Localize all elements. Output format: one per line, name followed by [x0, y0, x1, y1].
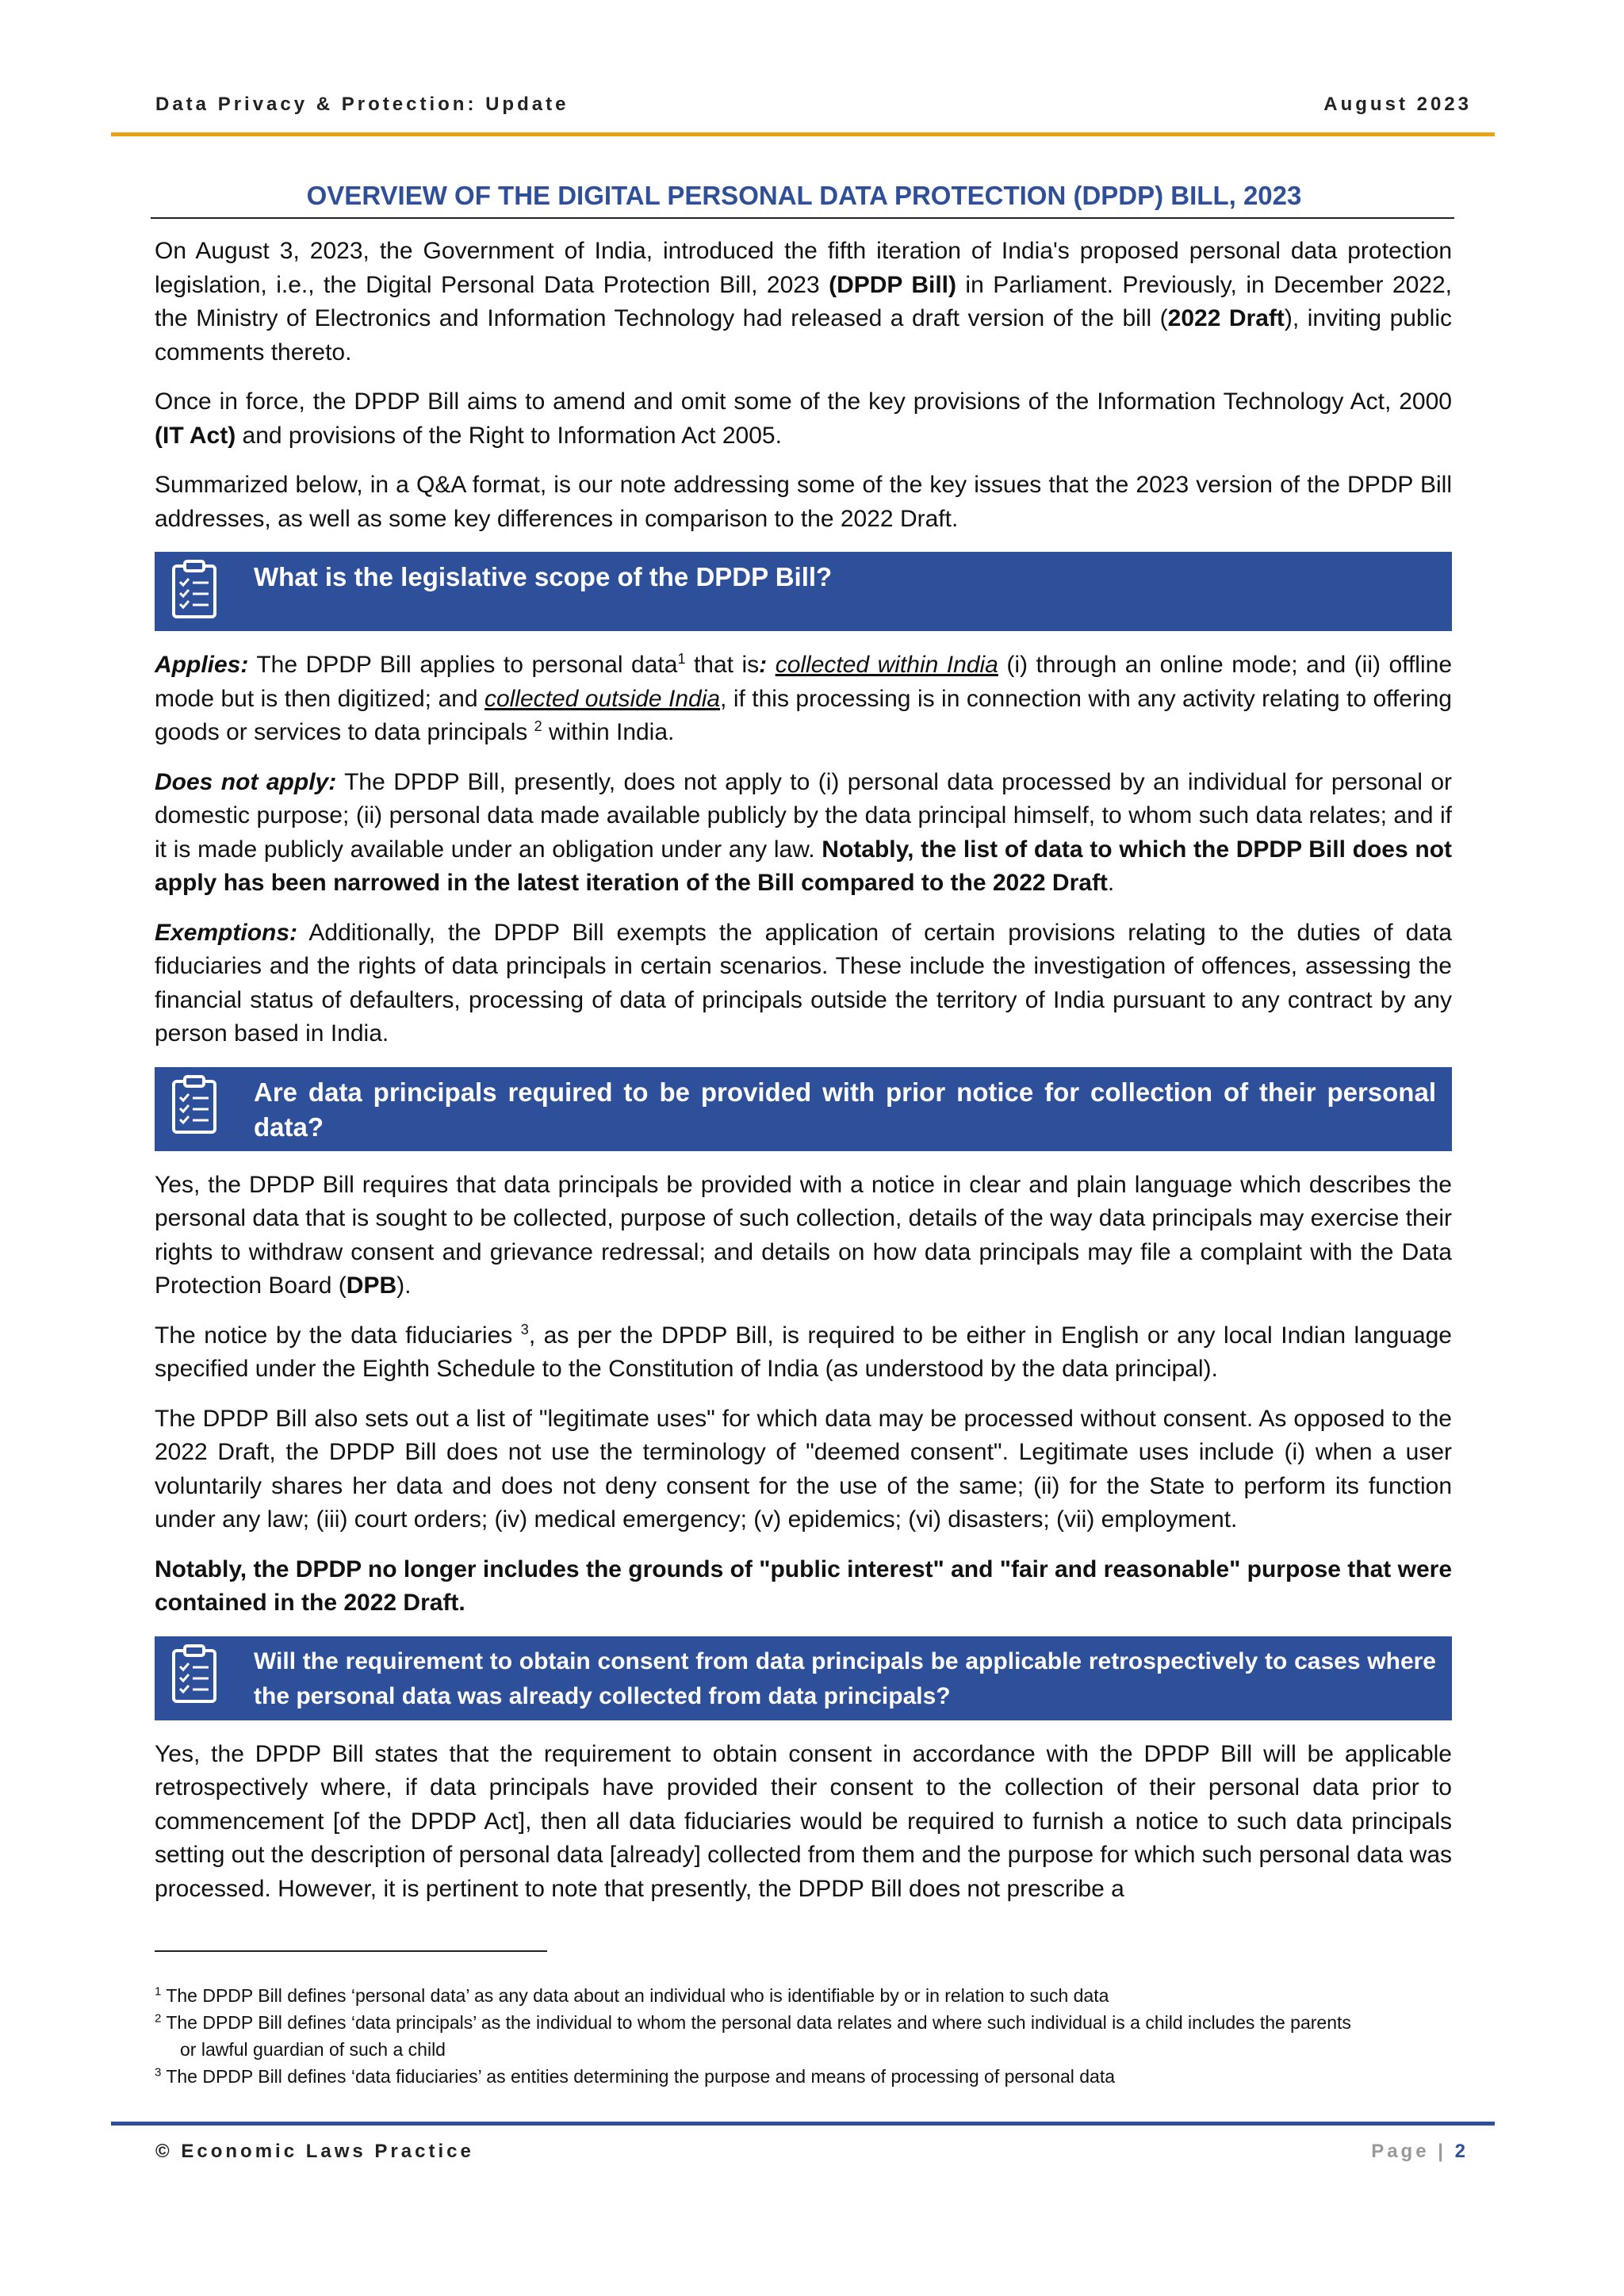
- intro-paragraph-1: On August 3, 2023, the Government of India, introduced the fifth iteration of India's proposed personal data protection legislation, i.e., the Digital Personal Data Protection Bill, 2023 (DPDP Bill) in Parliament. Previously, in December 2022, the Ministry of Electronics and Information Technology had released a draft version of the bill (2022 Draft), inviting public comments thereto.: [155, 238, 1453, 365]
- footer-rule: [111, 2122, 1495, 2126]
- question-text: What is the legislative scope of the DPDP Bill?: [254, 562, 833, 591]
- notice-paragraph-3: The DPDP Bill also sets out a list of "legitimate uses" for which data may be processed without consent. As opposed to the 2022 Draft, the DPDP Bill does not use the terminology of "deemed consent". Legitimate uses include (i) when a user voluntarily shares her data and does not deny consent for the use of the same; (ii) for the State to perform its function under any law; (iii) court orders; (iv) medical emergency; (v) epidemics; (vi) disasters; (vii) employment.: [155, 1405, 1452, 1533]
- page-title: OVERVIEW OF THE DIGITAL PERSONAL DATA PROTECTION (DPDP) BILL, 2023: [306, 181, 1302, 210]
- question-banner-scope: [155, 552, 1452, 631]
- notice-paragraph-1: Yes, the DPDP Bill requires that data principals be provided with a notice in clear and plain language which describes the personal data that is sought to be collected, purpose of such collection, details of the way data principals may exercise their rights to withdraw consent and grievance redressal; and details on how data principals may file a complaint with the Data Protection Board (DPB).: [155, 1171, 1452, 1299]
- question-text: Will the requirement to obtain consent from data principals be applicable retrospectively to cases where the personal data was already collected from data principals?: [254, 1647, 1436, 1709]
- main-content: [155, 235, 1452, 1922]
- footnote-separator: [155, 1950, 547, 1952]
- question-text: Are data principals required to be provided with prior notice for collection of their personal data?: [254, 1077, 1436, 1142]
- footnote-3: $^3$ The DPDP Bill defines ‘data fiduciaries’ as entities determining the purpose and means of processing of personal data: [155, 2065, 1116, 2087]
- applies-paragraph: Applies: The DPDP Bill applies to personal data$^1$ that is: collected within India (i) through an online mode; and (ii) offline mode but is then digitized; and collected outside India, if this processing is in connection with any activity relating to offering goods or services to data principals $^2$ within India.: [155, 651, 1452, 745]
- clipboard-checklist-icon: [170, 1644, 218, 1705]
- footnote-2: $^2$ The DPDP Bill defines ‘data principals’ as the individual to whom the personal data relates and where such individual is a child includes the parents or lawful guardian of such a child: [155, 2011, 1351, 2060]
- question-banner-retrospective: [155, 1636, 1452, 1720]
- question-banner-notice: [155, 1067, 1452, 1151]
- retrospective-paragraph: Yes, the DPDP Bill states that the requirement to obtain consent in accordance with the DPDP Bill will be applicable retrospectively where, if data principals have provided their consent to the collection of their personal data prior to commencement [of the DPDP Act], then all data fiduciaries would be required to furnish a notice to such data principals setting out the description of personal data [already] collected from them and the purpose for which such personal data was processed. However, it is pertinent to note that presently, the DPDP Bill does not prescribe a: [155, 1740, 1452, 1902]
- intro-paragraph-2: Once in force, the DPDP Bill aims to amend and omit some of the key provisions of the Information Technology Act, 2000 (IT Act) and provisions of the Right to Information Act 2005.: [155, 388, 1452, 449]
- notice-paragraph-4: Notably, the DPDP no longer includes the grounds of "public interest" and "fair and reasonable" purpose that were contained in the 2022 Draft.: [155, 1556, 1453, 1616]
- page-number: Page | 2: [1371, 2141, 1469, 2162]
- does-not-apply-paragraph: Does not apply: The DPDP Bill, presently, does not apply to (i) personal data processed by an individual for personal or domestic purpose; (ii) personal data made available publicly by the data principal himself, to whom such data relates; and if it is made publicly available under an obligation under any law. Notably, the list of data to which the DPDP Bill does not apply has been narrowed in the latest iteration of the Bill compared to the 2022 Draft.: [155, 768, 1453, 896]
- header-rule: [111, 132, 1495, 136]
- exemptions-paragraph: Exemptions: Additionally, the DPDP Bill exempts the application of certain provisions relating to the duties of data fiduciaries and the rights of data principals in certain scenarios. These include the investigation of offences, assessing the financial status of defaulters, processing of data of principals outside the territory of India pursuant to any contract by any person based in India.: [155, 919, 1452, 1047]
- clipboard-checklist-icon: [170, 1075, 218, 1135]
- footnotes: [155, 1982, 1455, 2090]
- footer-copyright: © Economic Laws Practice: [155, 2141, 474, 2162]
- footnote-1: $^1$ The DPDP Bill defines ‘personal data’ as any data about an individual who is identifiable by or in relation to such data: [155, 1984, 1109, 2006]
- title-rule: [151, 217, 1454, 219]
- header-date: August 2023: [1323, 94, 1472, 115]
- intro-paragraph-3: Summarized below, in a Q&A format, is our note addressing some of the key issues that the 2023 version of the DPDP Bill addresses, as well as some key differences in comparison to the 2022 Draft.: [155, 472, 1452, 532]
- page-header: [155, 94, 1472, 125]
- notice-paragraph-2: The notice by the data fiduciaries $^3$, as per the DPDP Bill, is required to be either in English or any local Indian language specified under the Eighth Schedule to the Constitution of India (as understood by the data principal).: [155, 1321, 1452, 1382]
- header-title: Data Privacy & Protection: Update: [155, 94, 569, 115]
- clipboard-checklist-icon: [170, 560, 218, 620]
